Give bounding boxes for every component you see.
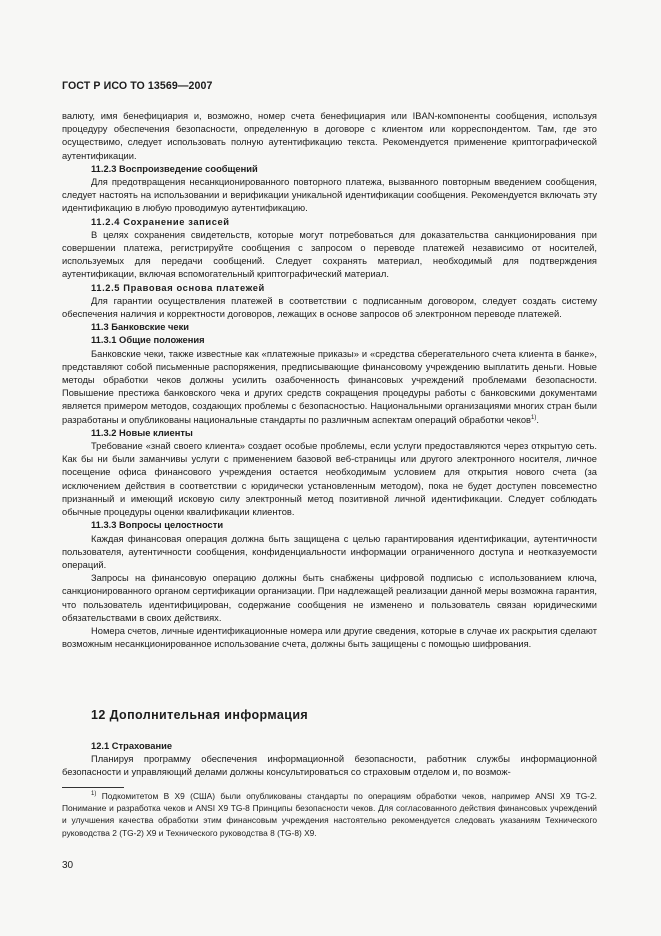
footnote-marker: 1)	[91, 791, 97, 797]
footnote-body: Подкомитетом В X9 (США) были опубликованы стандарты по операциям обработки чеков, например ANSI X9 TG-2. Понимание и разработка чеков и ANSI X9 TG-8 Принципы безопасности чеков. Для согласованного действия финансовых учреждений и улучшения качества обработки этим финансовым учреждения настоятельно рекомендуется следовать указаниям Технического руководства 2 (TG-2) X9 и Технического руководства 8 (TG-8) X9.	[62, 791, 597, 838]
heading-11-2-4: 11.2.4 Сохранение записей	[91, 216, 230, 227]
section-12-title: 12 Дополнительная информация	[91, 708, 309, 722]
footnote	[62, 790, 597, 839]
section-12-text	[62, 740, 597, 780]
paragraph-continuation: валюту, имя бенефициария и, возможно, номер счета бенефициария или IBAN-компоненты сообщения, используя процедуру обеспечения безопасности, определенную в договоре с клиентом или корреспондентом. Там, где это осуществимо, следует использовать полную аутентификацию текста. Рекомендуется применение криптографической аутентификации.	[62, 111, 597, 161]
paragraph-11-2-5: Для гарантии осуществления платежей в соответствии с подписанным договором, следует создать систему обеспечения наличия и корректности договоров, лежащих в основе запросов об электронном переводе платежей.	[62, 295, 597, 320]
heading-11-2-3: 11.2.3 Воспроизведение сообщений	[91, 163, 258, 174]
paragraph-11-2-3: Для предотвращения несанкционированного повторного платежа, вызванного повторным введением сообщения, следует настоять на использовании и верификации уникальной идентификации сообщения. Рекомендуется включать эту идентификацию в любую проводимую аутентификацию.	[62, 177, 597, 214]
heading-12-1: 12.1 Страхование	[91, 741, 173, 751]
page-number: 30	[62, 860, 74, 871]
paragraph-11-3-3-a: Каждая финансовая операция должна быть защищена с целью гарантирования идентификации, аутентичности пользователя, аутентичности сообщения, конфиденциальности информации ограниченного доступа и неотказуемости операций.	[62, 533, 597, 570]
footnote-divider	[62, 787, 124, 788]
paragraph-11-2-4: В целях сохранения свидетельств, которые могут потребоваться для доказательства санкционирования при совершении платежа, регистрируйте сообщения с запросом о переводе платежей независимо от носителей, используемых для передачи сообщений. Следует сохранять материал, необходимый для подтверждения аутентификации, включая вспомогательный криптографический материал.	[62, 229, 597, 280]
paragraph-11-3-3-c: Номера счетов, личные идентификационные номера или другие сведения, которые в случае их раскрытия сделают возможным несанкционированное использование счета, должны быть защищены с помощью шифрования.	[62, 625, 597, 650]
heading-11-3: 11.3 Банковские чеки	[91, 322, 190, 333]
heading-11-2-5: 11.2.5 Правовая основа платежей	[91, 282, 265, 293]
footnote-reference[interactable]: 1)	[531, 414, 537, 421]
main-text	[62, 110, 597, 651]
paragraph-11-3-1-text: Банковские чеки, также известные как «платежные приказы» и «средства сберегательного счета клиента в банке», представляют собой письменные распоряжения, предписывающие финансовому учреждению выплатить деньги. Новые методы обработки чеков должны усилить озабоченность финансовых учреждений проблемами безопасности. Повышение престижа банковского чека и других средств сокращения процедуры работы с банковскими документами является примером методов, создающих проблемы с безопасностью. Национальными организациями многих стран были разработаны и опубликованы национальные стандарты по различным аспектам операций обработки чеков	[62, 348, 597, 425]
footnote-text	[62, 790, 597, 839]
paragraph-11-3-2: Требование «знай своего клиента» создает особые проблемы, если услуги предоставляются через открытую сеть. Как бы ни были заманчивы услуги с применением базовой веб-страницы или другого электронного носителя, личное посещение офиса финансового учреждения остается необходимым условием для открытия нового счета (за исключением действия в соответствии с юридически установленным методом), пока не будет доступен повсеместно признанный и имеющий исковую силу электронный метод позитивной личной идентификации. Следует соблюдать обычные процедуры оценки квалификации клиентов.	[62, 441, 597, 518]
heading-11-3-1: 11.3.1 Общие положения	[91, 335, 205, 346]
paragraph-12-1: Планируя программу обеспечения информационной безопасности, работник службы информационной безопасности и управляющий делами должны консультироваться со страховым отделом и, по возмож-	[62, 754, 597, 778]
paragraph-11-3-1	[62, 348, 597, 427]
paragraph-11-3-1-end: .	[536, 414, 539, 425]
page-header: ГОСТ Р ИСО ТО 13569—2007	[62, 80, 213, 92]
heading-11-3-2: 11.3.2 Новые клиенты	[91, 427, 193, 438]
heading-11-3-3: 11.3.3 Вопросы целостности	[91, 520, 224, 531]
paragraph-11-3-3-b: Запросы на финансовую операцию должны быть снабжены цифровой подписью с использованием ключа, санкционированного органом сертификации организации. При надлежащей реализации данной меры возможна гарантия, что пользователь идентифицирован, содержание сообщения не изменено и пользователь связан юридическими обязательствами в своих действиях.	[62, 573, 597, 623]
